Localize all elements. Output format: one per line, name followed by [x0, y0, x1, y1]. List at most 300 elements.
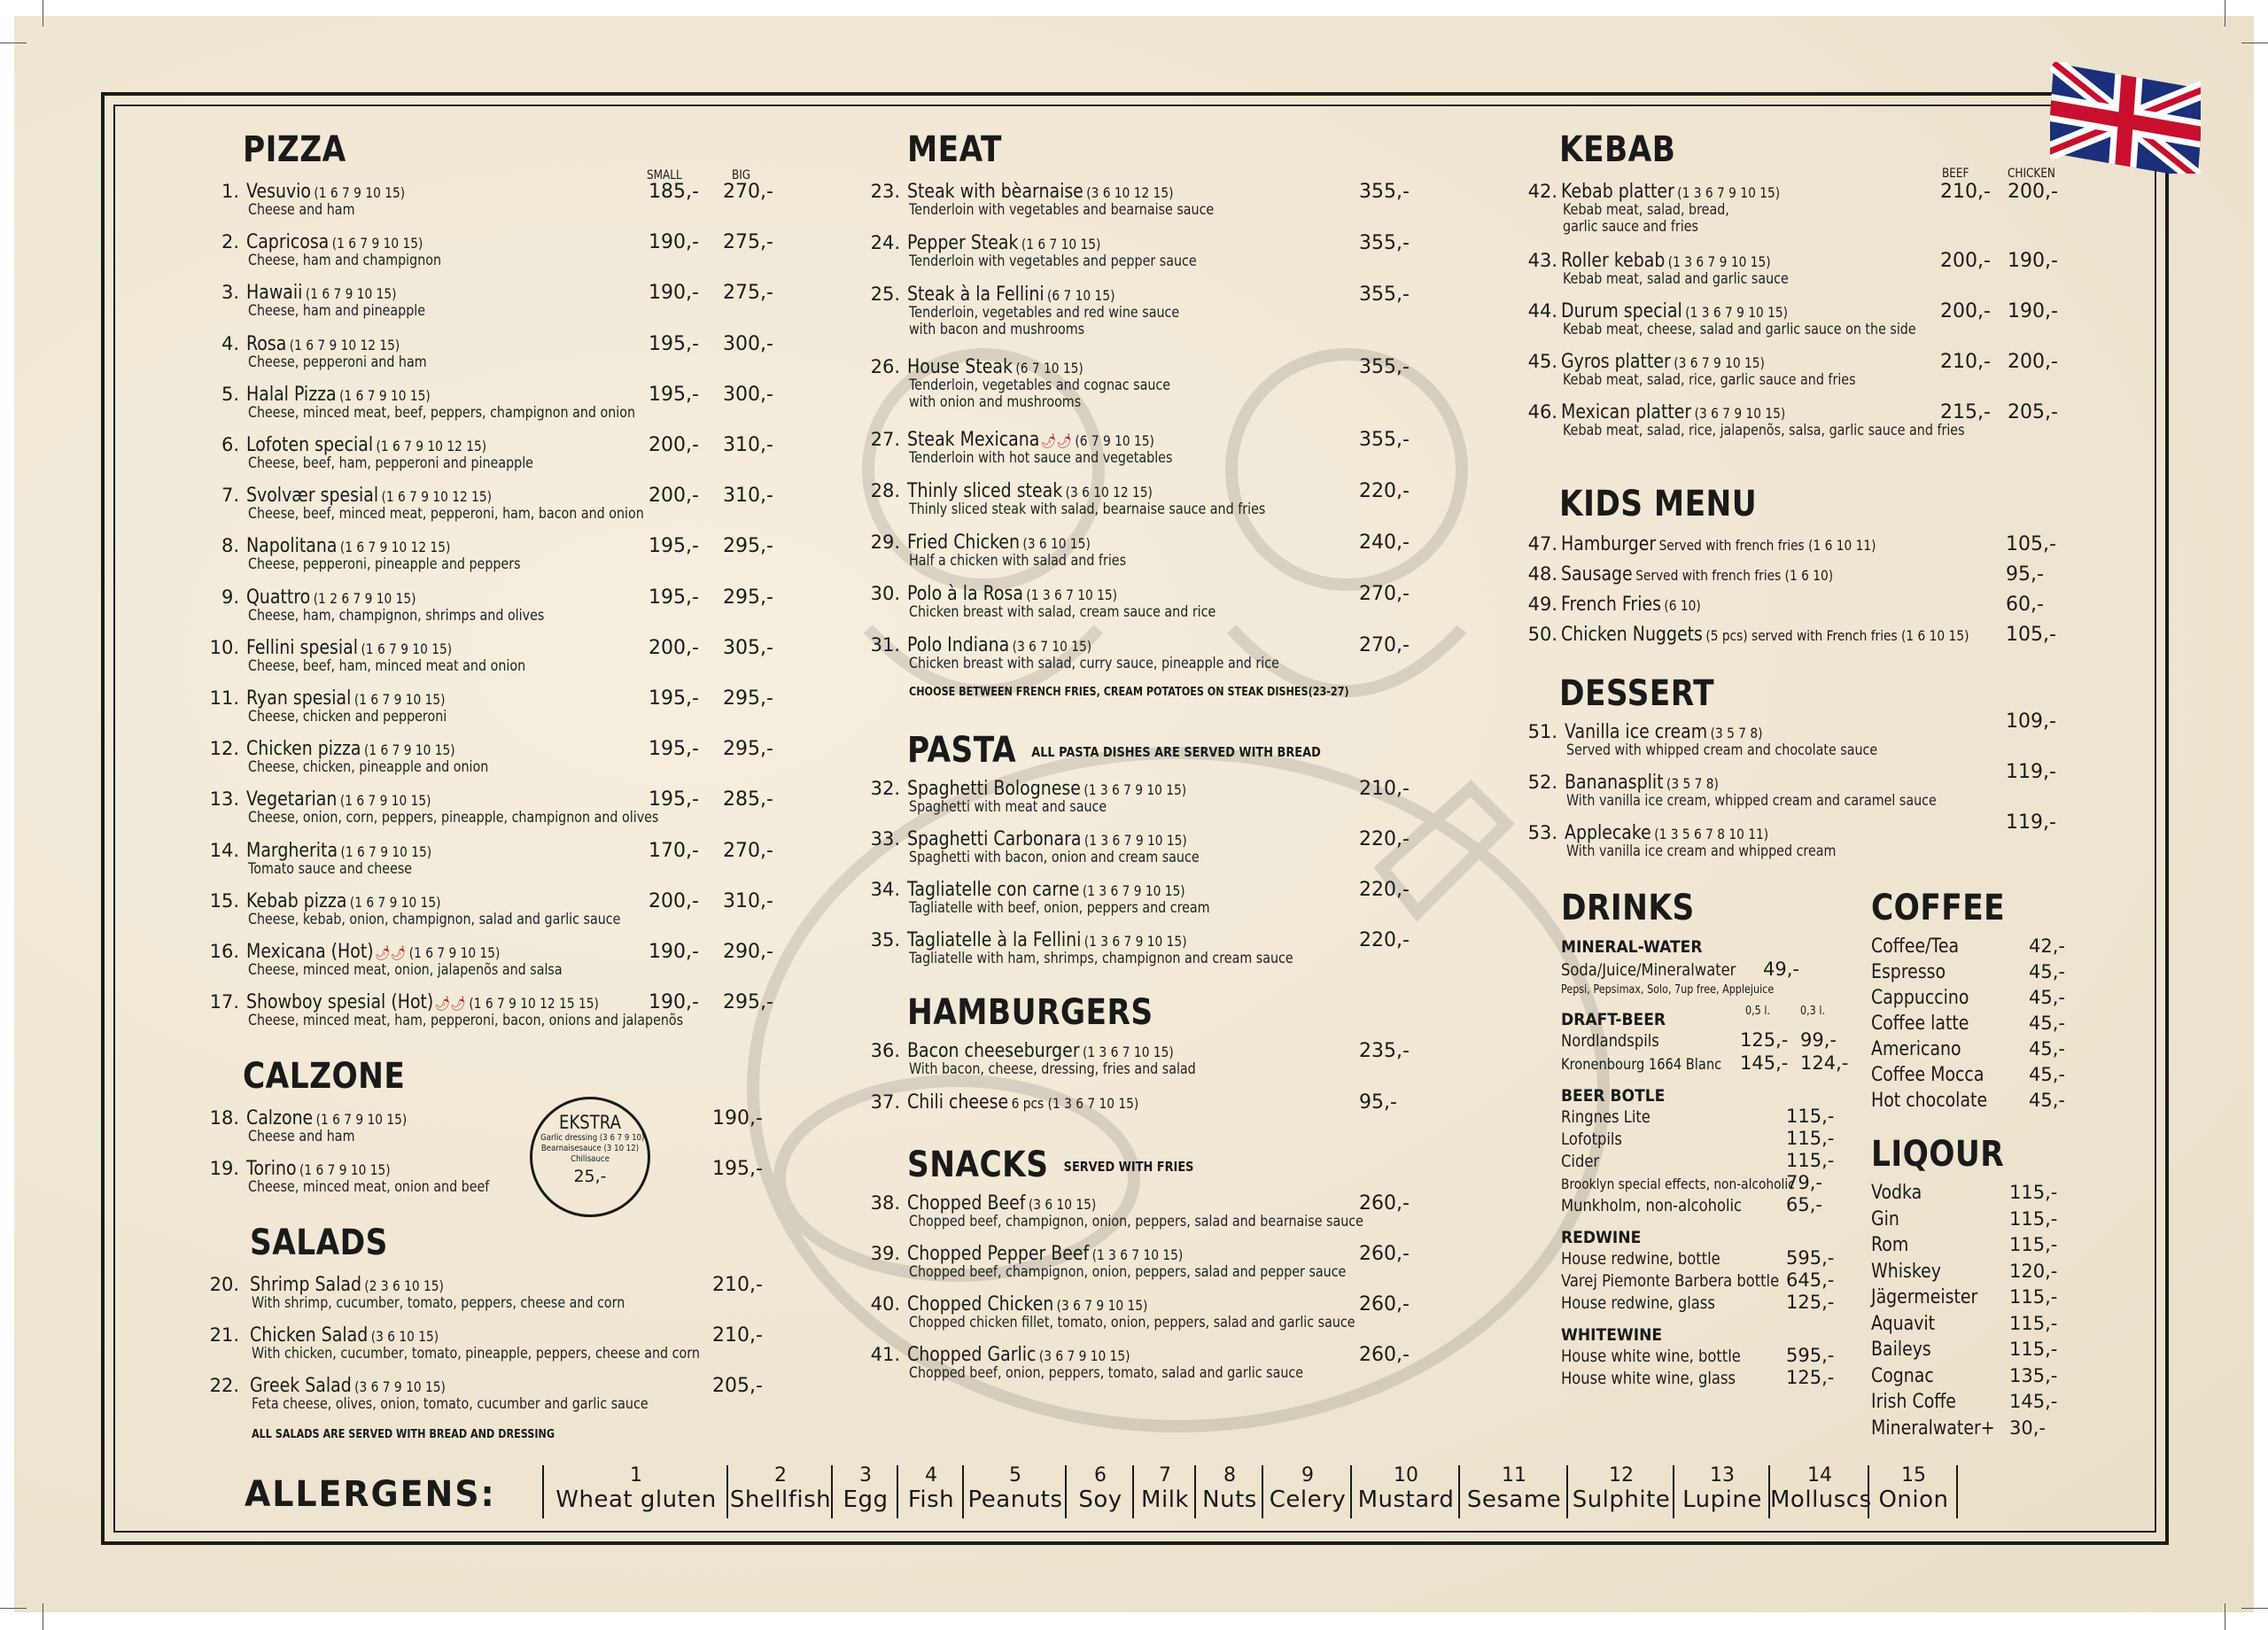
- item-name-text: Tagliatelle à la Fellini: [907, 929, 1082, 951]
- draft-price: 124,-: [1800, 1052, 1849, 1074]
- mineral-price: 49,-: [1763, 959, 1799, 980]
- item-description: Chopped beef, champignon, onion, peppers, salad and bearnaise sauce: [909, 1213, 1363, 1230]
- item-name-text: Margherita: [246, 839, 338, 862]
- item-number: 8.: [221, 535, 239, 557]
- item-description: Served with whipped cream and chocolate sauce: [1566, 741, 1878, 759]
- pizza-item: [209, 535, 829, 586]
- item-price: 355,-: [1359, 429, 1410, 451]
- item-number: 5.: [221, 383, 239, 405]
- allergen-number: 10: [1394, 1464, 1418, 1486]
- item-description: Kebab meat, salad, rice, jalapenõs, salsa, garlic sauce and fries: [1563, 422, 1965, 439]
- item-allergens: (1 6 7 9 10 15): [305, 285, 397, 303]
- item-name: [250, 1375, 446, 1397]
- drink-name: Cognac: [1871, 1364, 1934, 1387]
- item-name-text: Shrimp Salad: [250, 1274, 361, 1296]
- draft-name: Nordlandspils: [1561, 1031, 1659, 1051]
- item-number: 31.: [870, 634, 900, 656]
- item-description: Tenderloin with vegetables and pepper sauce: [909, 252, 1197, 270]
- item-price: 205,-: [2008, 401, 2058, 423]
- drink-name: Varej Piemonte Barbera bottle: [1561, 1271, 1780, 1291]
- kebab-item: [1524, 351, 2144, 401]
- allergen-number: 9: [1301, 1464, 1314, 1486]
- item-name: [907, 1243, 1183, 1265]
- drink-price: 115,-: [2009, 1339, 2058, 1360]
- item-price: 105,-: [2006, 624, 2056, 646]
- bottle-heading: BEER BOTLE: [1561, 1086, 1666, 1106]
- allergen-6: [1065, 1465, 1134, 1518]
- item-allergens: (3 6 7 9 10 15): [1056, 1297, 1148, 1314]
- item-allergens: (3 6 7 9 10 15): [1674, 354, 1765, 371]
- pizza-item: [209, 890, 829, 941]
- drink-name: Brooklyn special effects, non-alcoholic: [1561, 1176, 1795, 1192]
- item-allergens: (1 3 6 7 9 10 15): [1084, 832, 1187, 849]
- salads-heading: SALADS: [250, 1222, 388, 1263]
- salad-item: [209, 1324, 829, 1375]
- item-number: 34.: [870, 879, 900, 900]
- item-description: Tomato sauce and cheese: [248, 859, 413, 878]
- item-name: [246, 384, 431, 406]
- calzone-heading: CALZONE: [243, 1056, 406, 1097]
- item-price: 195,-: [649, 332, 699, 355]
- item-name: [907, 634, 1091, 656]
- item-description: Cheese, beef, minced meat, pepperoni, ham, bacon and onion: [248, 505, 644, 524]
- item-name: [1561, 351, 1765, 373]
- item-description: Cheese, minced meat, ham, pepperoni, bacon, onions and jalapenõs: [248, 1012, 684, 1030]
- drink-name: House redwine, glass: [1561, 1293, 1715, 1313]
- calzone-item: [209, 1107, 829, 1158]
- item-name-text: Mexican platter: [1561, 401, 1692, 423]
- drink-name: Cider: [1561, 1152, 1600, 1171]
- allergen-number: 8: [1223, 1464, 1236, 1486]
- item-description: Cheese, chicken, pineapple and onion: [248, 758, 489, 777]
- item-name: [907, 1293, 1147, 1316]
- item-number: 27.: [870, 429, 900, 450]
- item-name: [1561, 563, 1833, 586]
- item-number: 26.: [870, 356, 900, 377]
- item-name-text: Chicken Salad: [250, 1324, 369, 1347]
- item-name-text: Thinly sliced steak: [907, 480, 1063, 502]
- item-price: 215,-: [1940, 401, 1991, 423]
- item-price: 109,-: [2006, 710, 2056, 733]
- drink-price: 120,-: [2009, 1260, 2058, 1282]
- item-price: 355,-: [1359, 181, 1410, 203]
- allergen-name: Mustard: [1357, 1486, 1455, 1513]
- item-name: [907, 583, 1117, 605]
- allergen-15: [1868, 1465, 1958, 1518]
- item-description: With vanilla ice cream and whipped cream: [1566, 842, 1837, 860]
- item-number: 52.: [1527, 772, 1557, 793]
- drink-price: 115,-: [1786, 1150, 1835, 1171]
- item-price: 190,-: [649, 282, 699, 305]
- item-description: Cheese, pepperoni, pineapple and peppers: [248, 555, 521, 574]
- item-price: 295,-: [723, 687, 773, 710]
- pasta-item: [866, 828, 1487, 879]
- drink-price: 595,-: [1786, 1247, 1835, 1269]
- item-name-text: Calzone: [246, 1107, 314, 1129]
- item-name-text: Ryan spesial: [246, 687, 352, 710]
- item-number: 41.: [870, 1344, 900, 1365]
- item-price: 260,-: [1359, 1243, 1410, 1265]
- item-name: [907, 181, 1174, 203]
- item-name: [246, 434, 486, 456]
- drink-price: 595,-: [1786, 1345, 1835, 1366]
- drink-price: 645,-: [1786, 1269, 1835, 1291]
- item-allergens: (1 6 7 9 10 15): [314, 184, 406, 201]
- item-number: 47.: [1527, 533, 1557, 555]
- mineral-name: Soda/Juice/Mineralwater: [1561, 960, 1736, 980]
- item-allergens: 6 pcs (1 3 6 7 10 15): [1011, 1095, 1139, 1112]
- drink-price: 135,-: [2009, 1364, 2058, 1386]
- item-price: 210,-: [712, 1324, 763, 1347]
- item-allergens: (3 6 7 9 10 15): [1038, 1347, 1130, 1364]
- drink-row: [1871, 1313, 2084, 1339]
- item-price: 300,-: [723, 383, 773, 406]
- item-name-text: Vesuvio: [246, 181, 311, 203]
- allergen-number: 6: [1094, 1464, 1107, 1486]
- drink-price: 115,-: [1786, 1106, 1835, 1127]
- item-number: 32.: [870, 778, 900, 799]
- item-number: 19.: [209, 1158, 239, 1179]
- item-number: 30.: [870, 583, 900, 604]
- item-number: 12.: [209, 738, 239, 760]
- meat-item: [866, 356, 1487, 411]
- item-name: [246, 231, 423, 253]
- pizza-item: [209, 687, 829, 738]
- drink-row: [1871, 961, 2084, 987]
- item-name: [907, 1040, 1174, 1062]
- drink-row: [1871, 1090, 2084, 1115]
- item-price: 190,-: [712, 1107, 763, 1129]
- item-number: 13.: [209, 788, 239, 811]
- pasta-note: ALL PASTA DISHES ARE SERVED WITH BREAD: [1031, 744, 1321, 760]
- drink-price: 30,-: [2009, 1417, 2046, 1439]
- item-price: 119,-: [2006, 811, 2056, 834]
- item-name: [246, 941, 500, 963]
- allergen-12: [1566, 1465, 1674, 1518]
- meat-note: CHOOSE BETWEEN FRENCH FRIES, CREAM POTATOES ON STEAK DISHES(23-27): [909, 686, 1349, 699]
- item-price: 200,-: [2008, 351, 2058, 373]
- drink-row: [1871, 1038, 2084, 1064]
- allergen-number: 15: [1901, 1464, 1926, 1486]
- salad-item: [209, 1375, 829, 1425]
- salad-item: [209, 1274, 829, 1324]
- item-price: 195,-: [649, 586, 699, 609]
- item-price: 310,-: [723, 485, 773, 508]
- item-name-text: Bananasplit: [1565, 772, 1664, 794]
- drink-price: 125,-: [1786, 1367, 1835, 1388]
- item-allergens: (3 5 7 8): [1666, 775, 1719, 792]
- item-description: Kebab meat, salad, rice, garlic sauce and fries: [1563, 371, 1856, 389]
- item-allergens: (1 3 6 7 9 10 15): [1082, 882, 1185, 899]
- chili-icon: 🌶🌶: [435, 995, 466, 1013]
- drink-row: [1871, 1365, 2084, 1392]
- item-allergens: (3 6 10 12 15): [1065, 484, 1153, 501]
- item-name: [250, 1324, 439, 1347]
- drink-price: 45,-: [2029, 1090, 2065, 1111]
- drink-row: [1561, 1347, 1880, 1369]
- item-name-text: Steak with bèarnaise: [907, 181, 1084, 203]
- item-name-text: Applecake: [1565, 822, 1651, 844]
- drink-name: House redwine, bottle: [1561, 1249, 1720, 1269]
- kids-item: [1524, 563, 2144, 594]
- allergen-name: Shellfish: [729, 1486, 832, 1513]
- item-number: 44.: [1527, 300, 1557, 322]
- allergen-name: Soy: [1078, 1486, 1122, 1513]
- drink-name: Aquavit: [1871, 1312, 1936, 1335]
- item-description: with bacon and mushrooms: [909, 321, 1085, 338]
- item-allergens: (3 5 7 8): [1710, 725, 1763, 741]
- item-allergens: (3 6 10 12 15): [1086, 184, 1174, 201]
- item-allergens: (1 3 6 7 9 10 15): [1084, 933, 1187, 950]
- item-name-text: Napolitana: [246, 535, 338, 558]
- item-price: 210,-: [1359, 778, 1410, 800]
- item-name-text: Svolvær spesial: [246, 485, 379, 508]
- drink-price: 65,-: [1786, 1194, 1822, 1215]
- item-price: 220,-: [1359, 480, 1410, 502]
- item-name-text: Spaghetti Carbonara: [907, 828, 1082, 850]
- meat-item: [866, 283, 1487, 338]
- ekstra-line: Chilisauce: [571, 1154, 610, 1164]
- item-allergens: (1 6 7 9 10 15): [353, 691, 446, 708]
- item-price: 195,-: [649, 383, 699, 406]
- item-allergens: (2 3 6 10 15): [364, 1277, 444, 1294]
- item-allergens: (1 6 7 9 10 15): [331, 235, 423, 252]
- allergen-4: [897, 1465, 964, 1518]
- item-number: 21.: [209, 1324, 239, 1346]
- drink-name: Coffee Mocca: [1871, 1064, 1984, 1086]
- item-description: Kebab meat, salad, bread,: [1563, 201, 1729, 219]
- item-price: 210,-: [1940, 351, 1991, 373]
- drink-name: Ringnes Lite: [1561, 1107, 1651, 1127]
- item-price: 355,-: [1359, 283, 1410, 306]
- kids-item: [1524, 624, 2144, 654]
- item-price: 260,-: [1359, 1192, 1410, 1215]
- kebab-item: [1524, 250, 2144, 300]
- item-name: [907, 232, 1100, 254]
- allergen-number: 11: [1502, 1464, 1526, 1486]
- coffee-heading: COFFEE: [1871, 888, 2006, 928]
- draft-size-large: 0,5 l.: [1745, 1005, 1771, 1018]
- drink-price: 45,-: [2029, 1038, 2065, 1060]
- item-name-text: Fried Chicken: [907, 532, 1020, 554]
- item-allergens: (3 6 10 15): [370, 1328, 439, 1345]
- item-name-text: Hawaii: [246, 282, 303, 305]
- item-price: 295,-: [723, 535, 773, 558]
- kids-item: [1524, 594, 2144, 624]
- item-number: 15.: [209, 889, 239, 912]
- dessert-heading: DESSERT: [1559, 673, 1714, 714]
- item-name-text: Sausage: [1561, 563, 1633, 586]
- item-price: 310,-: [723, 434, 773, 456]
- item-description: garlic sauce and fries: [1563, 218, 1698, 236]
- allergen-8: [1194, 1465, 1263, 1518]
- drink-price: 45,-: [2029, 987, 2065, 1008]
- drink-name: Mineralwater+: [1871, 1417, 1995, 1440]
- item-price: 60,-: [2006, 594, 2044, 616]
- item-price: 200,-: [649, 434, 699, 456]
- item-price: 195,-: [649, 738, 699, 761]
- calzone-item: [209, 1158, 829, 1208]
- item-name-text: Showboy spesial (Hot): [246, 991, 434, 1014]
- item-number: 42.: [1527, 181, 1557, 202]
- item-name-text: Roller kebab: [1561, 250, 1666, 272]
- meat-item: [866, 429, 1487, 480]
- item-price: 200,-: [2008, 181, 2058, 203]
- item-allergens: (1 3 6 7 10 15): [1026, 586, 1118, 603]
- item-name-text: Bacon cheeseburger: [907, 1040, 1080, 1062]
- item-allergens: (1 6 7 9 10 15): [349, 893, 441, 911]
- crop-mark: [2241, 1608, 2268, 1609]
- item-price: 270,-: [723, 181, 773, 203]
- drink-name: Lofotpils: [1561, 1129, 1622, 1149]
- snack-item: [866, 1243, 1487, 1293]
- allergen-name: Sesame: [1466, 1486, 1562, 1513]
- allergen-name: Fish: [907, 1486, 955, 1513]
- item-price: 220,-: [1359, 828, 1410, 850]
- drink-name: Cappuccino: [1871, 987, 1969, 1009]
- item-price: 285,-: [723, 788, 773, 811]
- item-allergens: (1 3 6 7 9 10 15): [1084, 781, 1187, 798]
- item-extra: Served with french fries (1 6 10): [1635, 567, 1834, 584]
- drink-row: [1871, 1339, 2084, 1365]
- item-number: 49.: [1527, 594, 1557, 615]
- drink-row: [1871, 1208, 2084, 1235]
- item-description: Cheese and ham: [248, 201, 355, 219]
- snack-item: [866, 1344, 1487, 1394]
- item-price: 190,-: [649, 941, 699, 963]
- item-name: [907, 1344, 1130, 1366]
- allergen-2: [726, 1465, 833, 1518]
- allergen-9: [1262, 1465, 1352, 1518]
- item-number: 40.: [870, 1293, 900, 1315]
- kebab-item: [1524, 300, 2144, 351]
- item-price: 275,-: [723, 231, 773, 254]
- item-name: [1565, 721, 1763, 743]
- pizza-item: [209, 434, 829, 485]
- item-description: Cheese, pepperoni and ham: [248, 353, 427, 371]
- item-price: 200,-: [1940, 250, 1991, 272]
- item-number: 50.: [1527, 624, 1557, 645]
- col-beef-label: BEEF: [1942, 167, 1969, 181]
- item-price: 260,-: [1359, 1293, 1410, 1316]
- item-number: 29.: [870, 532, 900, 553]
- uk-flag-icon[interactable]: [2050, 62, 2201, 174]
- drink-row: [1871, 987, 2084, 1013]
- drink-name: Americano: [1871, 1038, 1961, 1060]
- item-name: [246, 485, 492, 507]
- item-allergens: (3 6 7 9 10 15): [1694, 405, 1786, 422]
- pizza-item: [209, 637, 829, 687]
- allergen-name: Lupine: [1682, 1486, 1762, 1513]
- allergen-14: [1768, 1464, 1872, 1518]
- item-name: [907, 828, 1187, 850]
- allergen-name: Egg: [843, 1486, 889, 1513]
- item-allergens: (1 6 7 9 10 12 15): [376, 438, 487, 454]
- allergen-number: 5: [1009, 1464, 1021, 1486]
- ekstra-line: Bearnaisesauce (3 10 12): [540, 1144, 640, 1153]
- item-name: [1565, 772, 1719, 794]
- item-description: Cheese, ham, champignon, shrimps and olives: [248, 606, 545, 625]
- item-name: [1561, 250, 1771, 272]
- item-description: Spaghetti with bacon, onion and cream sauce: [909, 849, 1200, 866]
- item-name: [246, 788, 431, 811]
- item-name-text: Vanilla ice cream: [1565, 721, 1708, 743]
- item-name: [246, 181, 405, 203]
- drink-price: 45,-: [2029, 961, 2065, 982]
- draft-price: 145,-: [1740, 1052, 1789, 1074]
- item-name-text: Kebab pizza: [246, 889, 347, 912]
- pizza-heading: PIZZA: [243, 129, 346, 170]
- item-name-text: Chicken Nuggets: [1561, 624, 1703, 646]
- item-extra: Served with french fries (1 6 10 11): [1658, 537, 1876, 554]
- item-price: 270,-: [723, 839, 773, 862]
- drink-row: [1871, 1261, 2084, 1287]
- item-description: Cheese, onion, corn, peppers, pineapple, champignon and olives: [248, 809, 659, 827]
- item-price: 170,-: [649, 839, 699, 862]
- item-description: Tagliatelle with beef, onion, peppers and cream: [909, 899, 1210, 917]
- item-price: 119,-: [2006, 761, 2056, 783]
- drink-price: 145,-: [2009, 1391, 2058, 1412]
- salads-note: ALL SALADS ARE SERVED WITH BREAD AND DRESSING: [252, 1428, 555, 1441]
- item-allergens: (1 3 6 7 10 15): [1083, 1044, 1174, 1060]
- item-number: 3.: [221, 282, 239, 304]
- item-number: 46.: [1527, 401, 1557, 423]
- item-number: 9.: [221, 586, 239, 608]
- item-number: 39.: [870, 1243, 900, 1264]
- drink-row: [1561, 1249, 1880, 1271]
- item-allergens: (1 6 7 9 10 15): [361, 640, 453, 657]
- item-description: Half a chicken with salad and fries: [909, 552, 1127, 570]
- item-number: 10.: [209, 636, 239, 658]
- item-price: 105,-: [2006, 533, 2056, 555]
- item-price: 275,-: [723, 282, 773, 305]
- item-name-text: Quattro: [246, 586, 311, 609]
- pizza-item: [209, 941, 829, 991]
- allergen-3: [831, 1465, 898, 1518]
- drink-name: Hot chocolate: [1871, 1090, 1988, 1112]
- item-name-text: Spaghetti Bolognese: [907, 778, 1081, 800]
- item-price: 295,-: [723, 991, 773, 1014]
- allergen-1: [542, 1465, 728, 1518]
- item-name: [907, 1091, 1138, 1114]
- item-number: 38.: [870, 1192, 900, 1214]
- item-name: [250, 1274, 444, 1296]
- meat-item: [866, 480, 1487, 532]
- item-name: [246, 637, 452, 659]
- item-allergens: (1 6 7 9 10 15): [363, 741, 455, 759]
- item-price: 300,-: [723, 332, 773, 355]
- allergen-name: Wheat gluten: [555, 1486, 717, 1513]
- hamburger-item: [866, 1091, 1487, 1143]
- item-description: With bacon, cheese, dressing, fries and salad: [909, 1060, 1196, 1078]
- item-name: [246, 333, 400, 355]
- item-allergens: (6 7 10 15): [1047, 287, 1115, 304]
- item-name: [246, 535, 450, 557]
- allergen-10: [1350, 1465, 1460, 1518]
- meat-item: [866, 232, 1487, 283]
- kebab-heading: KEBAB: [1559, 129, 1676, 170]
- item-number: 24.: [870, 232, 900, 253]
- drink-price: 115,-: [2009, 1234, 2058, 1255]
- drink-row: [1871, 1286, 2084, 1313]
- item-allergens: (1 6 7 9 10 15): [408, 944, 501, 961]
- item-name-text: Fellini spesial: [246, 636, 359, 659]
- allergen-name: Nuts: [1202, 1486, 1257, 1513]
- item-allergens: (1 6 7 9 10 15): [339, 386, 431, 404]
- chili-icon: 🌶🌶: [375, 944, 407, 961]
- item-allergens: (1 6 7 9 10 15): [340, 842, 432, 860]
- item-description: Cheese, kebab, onion, champignon, salad and garlic sauce: [248, 910, 621, 928]
